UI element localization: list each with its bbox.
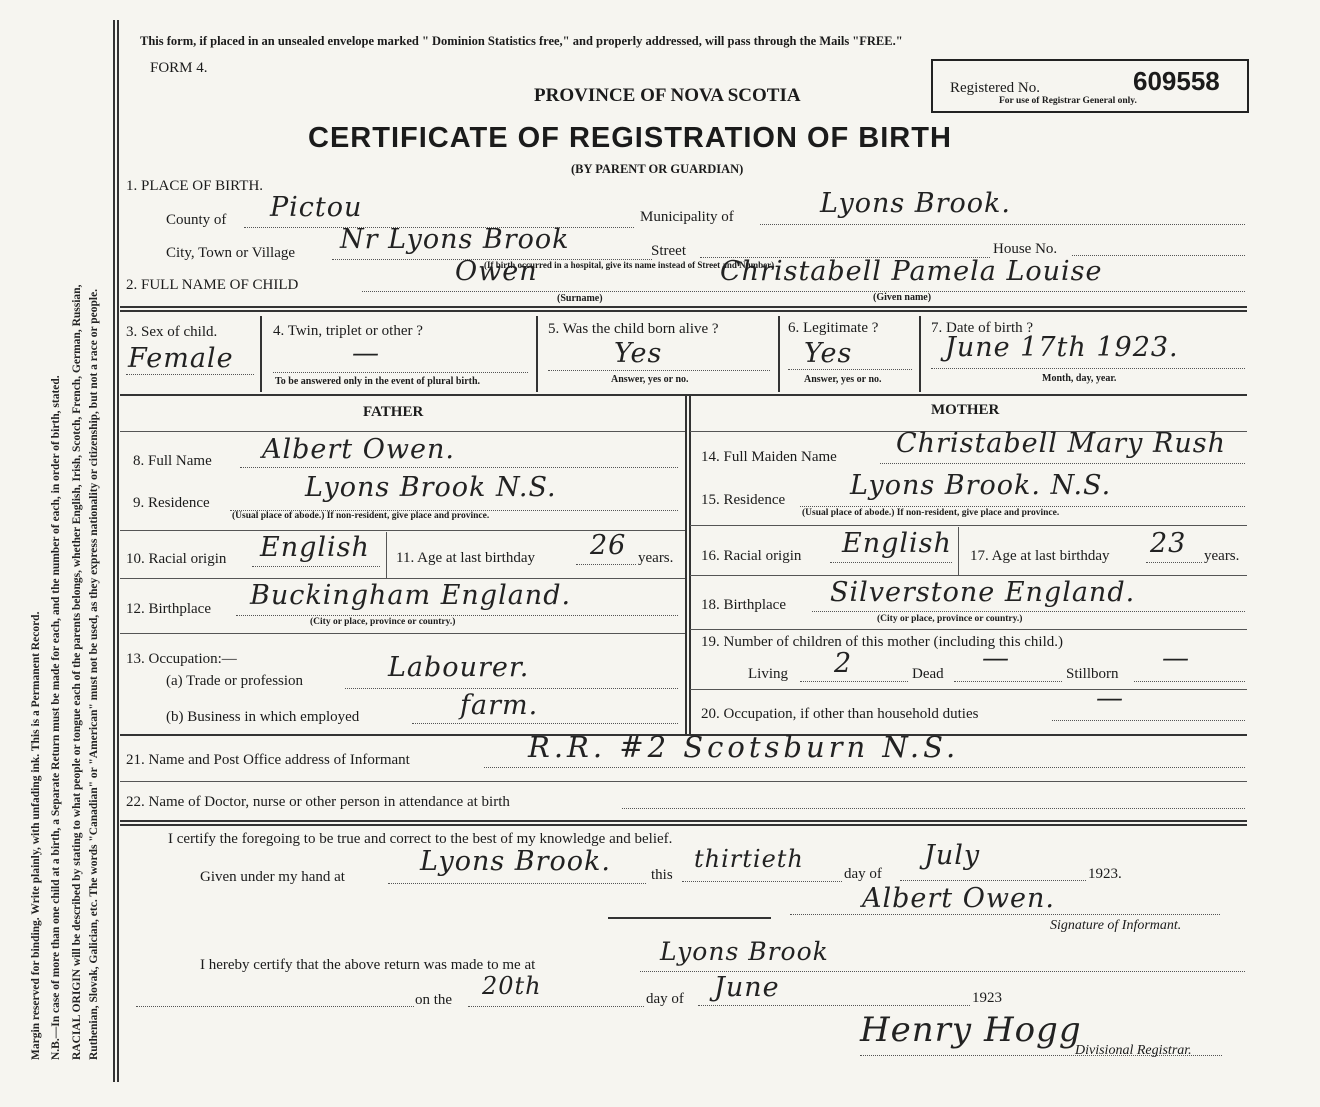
binding-margin bbox=[0, 0, 112, 1107]
margin-rule bbox=[113, 20, 115, 1082]
registrar-year: 1923 bbox=[972, 990, 1002, 1006]
father-race-value: English bbox=[260, 532, 370, 563]
living-value: 2 bbox=[834, 648, 853, 679]
informant-signature-caption: Signature of Informant. bbox=[1050, 918, 1182, 933]
informant-certify-text: I certify the foregoing to be true and correct to the best of my knowledge and belief. bbox=[168, 831, 673, 847]
given-year: 1923. bbox=[1088, 866, 1122, 882]
given-place-value: Lyons Brook. bbox=[420, 846, 611, 877]
sex-label: 3. Sex of child. bbox=[126, 324, 218, 340]
alive-note: Answer, yes or no. bbox=[611, 374, 689, 385]
father-age-value: 26 bbox=[590, 530, 627, 561]
trade-label: (a) Trade or profession bbox=[166, 673, 304, 689]
informant-label: 21. Name and Post Office address of Informant bbox=[126, 752, 410, 768]
registrar-signature: Henry Hogg bbox=[860, 1010, 1082, 1050]
mail-notice: This form, if placed in an unsealed envelope marked " Dominion Statistics free," and properly addressed, will pass through the Mails "FREE." bbox=[140, 34, 903, 48]
mother-birthplace-value: Silverstone England. bbox=[830, 577, 1136, 608]
mother-occupation-label: 20. Occupation, if other than household duties bbox=[701, 706, 979, 722]
margin-note-4: Ruthenian, Slovak, Galician, etc. The words "Canadian" or "American" must not be used, as they express nationality or citizenship, but not a race or people. bbox=[88, 288, 100, 1060]
mother-birthplace-note: (City or place, province or country.) bbox=[877, 614, 1023, 624]
registrar-note: For use of Registrar General only. bbox=[999, 96, 1137, 106]
registrar-month-value: June bbox=[714, 972, 780, 1003]
mother-residence-label: 15. Residence bbox=[701, 492, 786, 508]
legitimate-note: Answer, yes or no. bbox=[804, 374, 882, 385]
stillborn-label: Stillborn bbox=[1066, 666, 1119, 682]
father-name-label: 8. Full Name bbox=[133, 453, 212, 469]
twin-value: — bbox=[352, 338, 380, 369]
month-value: July bbox=[924, 840, 981, 871]
registered-label: Registered No. bbox=[950, 80, 1040, 96]
child-name-label: 2. FULL NAME OF CHILD bbox=[126, 277, 299, 293]
father-age-label: 11. Age at last birthday bbox=[396, 550, 535, 566]
dead-label: Dead bbox=[912, 666, 944, 682]
province-heading: PROVINCE OF NOVA SCOTIA bbox=[534, 85, 801, 106]
business-label: (b) Business in which employed bbox=[166, 709, 360, 725]
county-label: County of bbox=[166, 212, 227, 228]
business-value: farm. bbox=[460, 690, 539, 721]
mother-age-label: 17. Age at last birthday bbox=[970, 548, 1110, 564]
certificate-title: CERTIFICATE OF REGISTRATION OF BIRTH bbox=[308, 122, 952, 154]
father-birthplace-note: (City or place, province or country.) bbox=[310, 617, 456, 627]
this-label: this bbox=[651, 867, 673, 883]
alive-label: 5. Was the child born alive ? bbox=[548, 321, 719, 337]
place-of-birth-heading: 1. PLACE OF BIRTH. bbox=[126, 178, 264, 194]
registrar-place-value: Lyons Brook bbox=[660, 937, 829, 966]
twin-label: 4. Twin, triplet or other ? bbox=[273, 323, 423, 339]
mother-race-value: English bbox=[842, 528, 952, 559]
sex-value: Female bbox=[128, 343, 234, 374]
registered-number: 609558 bbox=[1133, 66, 1220, 96]
alive-value: Yes bbox=[614, 338, 663, 369]
legitimate-label: 6. Legitimate ? bbox=[788, 320, 879, 336]
registrar-caption: Divisional Registrar. bbox=[1075, 1043, 1192, 1058]
father-heading: FATHER bbox=[363, 404, 424, 420]
day-value: thirtieth bbox=[694, 845, 804, 873]
mother-name-value: Christabell Mary Rush bbox=[896, 428, 1226, 459]
street-label: Street bbox=[651, 243, 686, 259]
hospital-note: (If birth occurred in a hospital, give its name instead of Street and Number) bbox=[484, 260, 775, 270]
municipality-value: Lyons Brook. bbox=[820, 188, 1011, 219]
father-birthplace-label: 12. Birthplace bbox=[126, 601, 211, 617]
county-value: Pictou bbox=[270, 192, 363, 223]
mother-heading: MOTHER bbox=[931, 402, 1000, 418]
mother-residence-note: (Usual place of abode.) If non-resident, give place and province. bbox=[802, 508, 1060, 518]
mother-birthplace-label: 18. Birthplace bbox=[701, 597, 786, 613]
father-residence-label: 9. Residence bbox=[133, 495, 210, 511]
mother-residence-value: Lyons Brook. N.S. bbox=[850, 470, 1112, 501]
margin-note-1: Margin reserved for binding. Write plainly, with unfading ink. This is a Permanent Record. bbox=[30, 611, 42, 1060]
dob-note: Month, day, year. bbox=[1042, 373, 1117, 384]
children-count-label: 19. Number of children of this mother (including this child.) bbox=[701, 634, 1064, 650]
on-the-label: on the bbox=[415, 992, 453, 1008]
stillborn-value: — bbox=[1162, 643, 1190, 674]
mother-occupation-value: — bbox=[1096, 683, 1124, 714]
dead-value: — bbox=[982, 643, 1010, 674]
father-race-label: 10. Racial origin bbox=[126, 551, 227, 567]
living-label: Living bbox=[748, 666, 788, 682]
house-number-label: House No. bbox=[993, 241, 1058, 257]
father-birthplace-value: Buckingham England. bbox=[250, 580, 572, 611]
certificate-subtitle: (BY PARENT OR GUARDIAN) bbox=[571, 162, 744, 176]
registrar-day-of-label: day of bbox=[646, 991, 684, 1007]
dob-label: 7. Date of birth ? bbox=[931, 320, 1034, 336]
registrar-day-value: 20th bbox=[482, 972, 542, 1000]
city-value: Nr Lyons Brook bbox=[340, 224, 570, 255]
municipality-label: Municipality of bbox=[640, 209, 734, 225]
mother-name-label: 14. Full Maiden Name bbox=[701, 449, 837, 465]
twin-note: To be answered only in the event of plural birth. bbox=[275, 376, 481, 387]
legitimate-value: Yes bbox=[804, 338, 853, 369]
city-label: City, Town or Village bbox=[166, 245, 296, 261]
surname-caption: (Surname) bbox=[557, 293, 603, 304]
given-name-caption: (Given name) bbox=[873, 292, 932, 303]
form-number: FORM 4. bbox=[150, 60, 208, 76]
mother-age-value: 23 bbox=[1150, 528, 1187, 559]
margin-rule-2 bbox=[117, 20, 119, 1082]
margin-note-2: N.B.—In case of more than one child at a birth, a Separate Return must be made for each, and the number of each, in order of birth, stated. bbox=[50, 375, 62, 1060]
day-of-label: day of bbox=[844, 866, 882, 882]
dob-value: June 17th 1923. bbox=[945, 332, 1179, 363]
informant-value: R.R. #2 Scotsburn N.S. bbox=[528, 730, 960, 764]
doctor-label: 22. Name of Doctor, nurse or other person in attendance at birth bbox=[126, 794, 510, 810]
mother-years-label: years. bbox=[1204, 548, 1240, 564]
informant-signature: Albert Owen. bbox=[862, 883, 1055, 914]
registered-number-box bbox=[931, 59, 1249, 113]
father-residence-note: (Usual place of abode.) If non-resident, give place and province. bbox=[232, 511, 490, 521]
given-at-label: Given under my hand at bbox=[200, 869, 345, 885]
father-occupation-label: 13. Occupation:— bbox=[126, 651, 237, 667]
mother-race-label: 16. Racial origin bbox=[701, 548, 802, 564]
father-residence-value: Lyons Brook N.S. bbox=[305, 472, 557, 503]
margin-note-3: RACIAL ORIGIN will be described by stating to what people or tongue each of the parents belongs, whether English, Irish, Scotch, French, German, Russian, bbox=[71, 284, 83, 1060]
child-given-name: Christabell Pamela Louise bbox=[720, 256, 1103, 287]
registrar-certify-text: I hereby certify that the above return was made to me at bbox=[200, 957, 536, 973]
father-name-value: Albert Owen. bbox=[262, 434, 455, 465]
father-years-label: years. bbox=[638, 550, 674, 566]
trade-value: Labourer. bbox=[388, 652, 530, 683]
child-surname: Owen bbox=[455, 256, 538, 287]
